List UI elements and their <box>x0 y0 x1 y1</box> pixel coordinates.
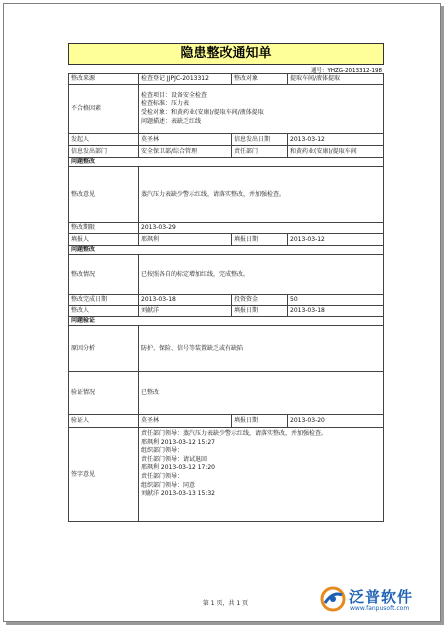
nonconform-line: 检查标准：压力表 <box>141 100 190 108</box>
logo-icon <box>319 586 347 612</box>
logo-name: 泛普软件 <box>349 588 414 606</box>
nonconform-value <box>139 85 384 134</box>
document-number: 通号：YHZG-2013312-198 <box>311 68 382 74</box>
cause-label: 原因分析 <box>69 326 139 372</box>
page-footer: 第 1 页，共 1 页 <box>202 600 249 607</box>
section-header: 问题整改 <box>69 158 384 167</box>
issue-dept-value: 安全保卫部/综合管理 <box>139 146 232 158</box>
sign-line: 组织部门领导： <box>141 447 184 455</box>
verifier-value: 莫圣林 <box>139 415 232 428</box>
nonconform-label: 不合格因素 <box>69 85 139 134</box>
verify-label: 验证情况 <box>69 372 139 415</box>
section-header: 问题验证 <box>69 317 384 326</box>
sign-line: 邢飒利 2013-03-12 15:27 <box>141 438 215 446</box>
source-value: 检查登记 JJPJC-2013312 <box>139 74 232 85</box>
target-label: 整改对象 <box>232 74 288 85</box>
nonconform-line: 问题描述：表缺乏红线 <box>141 117 202 125</box>
status-value: 已按照各自的标定增加红线，完成整改。 <box>139 255 384 295</box>
sign-label: 签字意见 <box>69 428 139 522</box>
document-page <box>3 3 441 622</box>
nonconform-line: 检查项目：设备安全检查 <box>141 91 208 99</box>
opinion-value: 蒸汽压力表缺少警示红线，请落实整改，并加强检查。 <box>139 167 384 223</box>
logo-url: www.fanpusoft.com <box>350 605 410 612</box>
issuer-label: 发起人 <box>69 134 139 146</box>
fill-date-label: 填报日期 <box>232 234 288 246</box>
resp-dept-value: 和黄药业(安康)/提取车间 <box>288 146 384 158</box>
resp-dept-label: 责任部门 <box>232 146 288 158</box>
opinion-label: 整改意见 <box>69 167 139 223</box>
sign-line: 责任部门领导：蒸汽压力表缺少警示红线，请落实整改，并加强检查。 <box>141 430 328 437</box>
cause-value: 防护、保险、信号等装置缺乏或有缺陷 <box>139 326 384 372</box>
issue-dept-label: 信息发出部门 <box>69 146 139 158</box>
sign-line: 责任部门领导：请试退回 <box>141 455 208 463</box>
filler-value: 邢飒利 <box>139 234 232 246</box>
fill-date-value: 2013-03-12 <box>288 234 384 246</box>
verifier-label: 验证人 <box>69 415 139 428</box>
deadline-value: 2013-03-29 <box>139 223 384 234</box>
nonconform-line: 受检对象：和黄药业(安康)/提取车间/液体提取 <box>141 109 264 116</box>
rectifier-label: 整改人 <box>69 306 139 317</box>
done-date-value: 2013-03-18 <box>139 295 232 306</box>
fill-date3-value: 2013-03-20 <box>288 415 384 428</box>
source-label: 整改来源 <box>69 74 139 85</box>
issue-date-label: 信息发出日期 <box>232 134 288 146</box>
document-title: 隐患整改通知单 <box>68 43 384 65</box>
notice-form <box>68 73 384 522</box>
filler-label: 填报人 <box>69 234 139 246</box>
sign-line: 责任部门领导： <box>141 472 184 480</box>
issuer-value: 莫圣林 <box>139 134 232 146</box>
issue-date-value: 2013-03-12 <box>288 134 384 146</box>
sign-line: 邢飒利 2013-03-12 17:20 <box>141 464 215 472</box>
section-header: 问题整改 <box>69 246 384 255</box>
fill-date2-label: 填报日期 <box>232 306 288 317</box>
deadline-label: 整改期限 <box>69 223 139 234</box>
rectifier-value: 刘献洋 <box>139 306 232 317</box>
fund-label: 投资资金 <box>232 295 288 306</box>
done-date-label: 整改完成日期 <box>69 295 139 306</box>
sign-line: 刘献洋 2013-03-13 15:32 <box>141 490 215 498</box>
fund-value: 50 <box>288 295 384 306</box>
fill-date3-label: 填报日期 <box>232 415 288 428</box>
sign-line: 组织部门领导：同意 <box>141 481 196 489</box>
verify-value: 已整改 <box>139 372 384 415</box>
fill-date2-value: 2013-03-18 <box>288 306 384 317</box>
brand-logo <box>319 586 444 612</box>
status-label: 整改情况 <box>69 255 139 295</box>
sign-value <box>139 428 384 522</box>
target-value: 提取车间/液体提取 <box>288 74 384 85</box>
